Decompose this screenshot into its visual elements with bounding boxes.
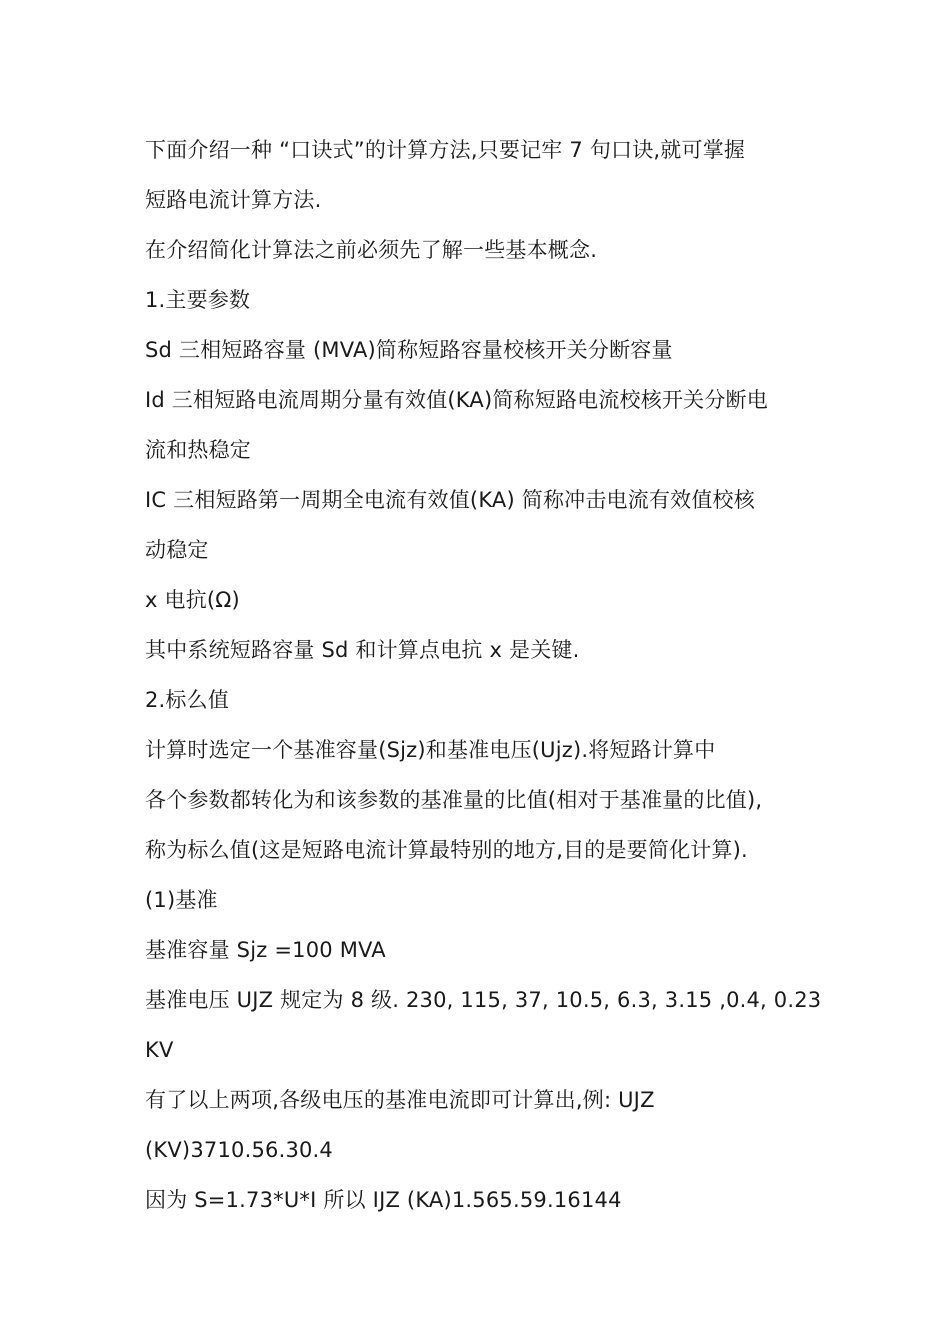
subheading-base: (1)基准 — [145, 888, 218, 912]
text-line-ic: IC 三相短路第一周期全电流有效值(KA) 简称冲击电流有效值校核 — [145, 488, 755, 512]
section-heading-main-params: 1.主要参数 — [145, 288, 251, 312]
text-line-base-voltage: 基准电压 UJZ 规定为 8 级. 230, 115, 37, 10.5, 6.3, 3.15 ,0.4, 0.23 — [145, 988, 822, 1012]
text-line-3: 在介绍简化计算法之前必须先了解一些基本概念. — [145, 238, 598, 262]
text-line-per-unit-3: 称为标么值(这是短路电流计算最特别的地方,目的是要简化计算). — [145, 838, 748, 862]
text-line-key: 其中系统短路容量 Sd 和计算点电抗 x 是关键. — [145, 638, 580, 662]
text-line-sd: Sd 三相短路容量 (MVA)简称短路容量校核开关分断容量 — [145, 338, 673, 362]
text-line-base-voltage-unit: KV — [145, 1038, 174, 1062]
text-line-id: Id 三相短路电流周期分量有效值(KA)简称短路电流校核开关分断电 — [145, 388, 768, 412]
text-line-base-capacity: 基准容量 Sjz =100 MVA — [145, 938, 386, 962]
text-line-per-unit-1: 计算时选定一个基准容量(Sjz)和基准电压(Ujz).将短路计算中 — [145, 738, 716, 762]
section-heading-per-unit: 2.标么值 — [145, 688, 230, 712]
text-line-x: x 电抗(Ω) — [145, 588, 240, 612]
text-line-ujz-values: (KV)3710.56.30.4 — [145, 1138, 333, 1162]
text-line-ijz-values: 因为 S=1.73*U*I 所以 IJZ (KA)1.565.59.16144 — [145, 1188, 622, 1212]
text-line-per-unit-2: 各个参数都转化为和该参数的基准量的比值(相对于基准量的比值), — [145, 788, 763, 812]
text-line-2: 短路电流计算方法. — [145, 188, 322, 212]
text-line-base-current: 有了以上两项,各级电压的基准电流即可计算出,例: UJZ — [145, 1088, 655, 1112]
text-line-ic-cont: 动稳定 — [145, 538, 209, 562]
text-line-1: 下面介绍一种 “口诀式”的计算方法,只要记牢 7 句口诀,就可掌握 — [145, 138, 746, 162]
text-line-id-cont: 流和热稳定 — [145, 438, 251, 462]
